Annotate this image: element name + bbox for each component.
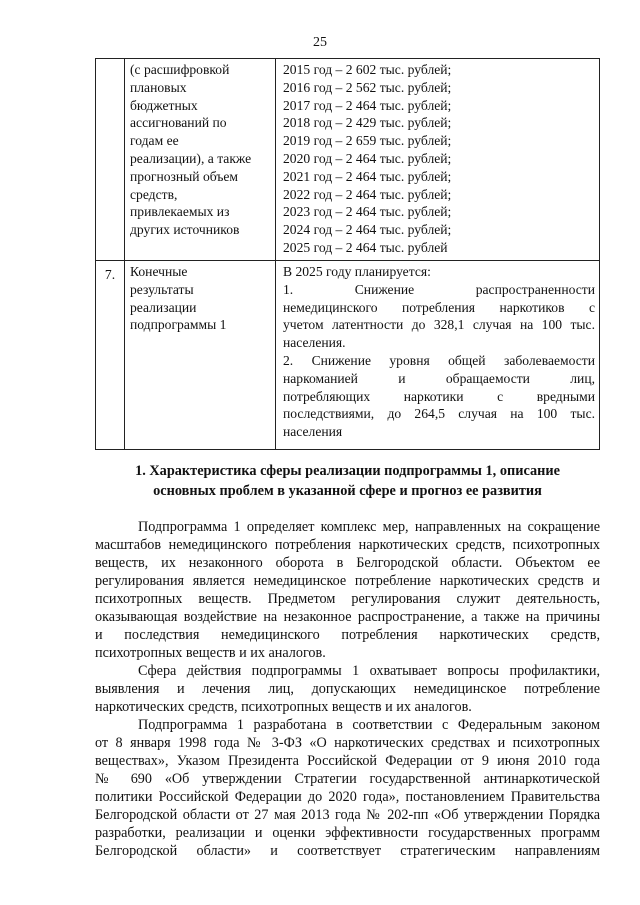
paragraph-line: выявления и лечения лиц, допускающих немедицинское потребление [95, 681, 600, 697]
section-title [95, 462, 600, 501]
row-label [125, 261, 275, 334]
paragraph-line: веществах», Указом Президента Российской Федерации от 9 июня 2010 года [95, 753, 600, 769]
label-line: результаты [130, 281, 194, 297]
paragraph-line: Подпрограмма 1 разработана в соответствии с Федеральным законом [138, 717, 600, 733]
table-row [96, 59, 600, 261]
paragraph-line: Сфера действия подпрограммы 1 охватывает вопросы профилактики, [138, 663, 600, 679]
funding-line: 2020 год – 2 464 тыс. рублей; [283, 150, 452, 166]
expected-results [276, 261, 599, 441]
result-line: потребляющих наркотики с вредными [283, 388, 595, 404]
funding-line: 2015 год – 2 602 тыс. рублей; [283, 62, 452, 77]
label-line: бюджетных [130, 97, 198, 113]
label-line: годам ее [130, 133, 179, 149]
result-line: В 2025 году планируется: [283, 264, 431, 279]
row-number: 7. [104, 267, 116, 282]
paragraph-line: политики Российской Федерации до 2020 года», постановлением Правительства [95, 789, 600, 805]
label-line: прогнозный объем [130, 168, 239, 184]
paragraph-line: и последствия немедицинского потребления наркотических средств, [95, 627, 600, 643]
paragraph-line: Подпрограмма 1 определяет комплекс мер, направленных на сокращение [138, 519, 600, 535]
label-line: ассигнований по [130, 115, 227, 131]
row-label [125, 59, 275, 239]
paragraph-line: веществ, их незаконного оборота в Белгородской области. Объектом ее [95, 555, 600, 571]
funding-by-year [276, 59, 599, 257]
row-number [96, 59, 124, 65]
funding-line: 2016 год – 2 562 тыс. рублей; [283, 79, 452, 95]
row-value-cell [276, 261, 600, 450]
paragraph-line: регулирования является немедицинское потребление наркотических средств и [95, 573, 600, 589]
funding-line: 2022 год – 2 464 тыс. рублей; [283, 186, 452, 202]
paragraph-line: № 690 «Об утверждении Стратегии государственной антинаркотической [95, 771, 600, 787]
paragraph-line: оказывающая воздействие на незаконное распространение, а также на причины [95, 609, 600, 625]
funding-line: 2017 год – 2 464 тыс. рублей; [283, 97, 452, 113]
result-line: наркоманией и обращаемости лиц, [283, 370, 595, 386]
result-line: последствиями, до 264,5 случая на 100 тыс. [283, 406, 595, 422]
label-line: Конечные [130, 264, 188, 279]
paragraph-line: разработки, реализации и оценки эффективности государственных программ [95, 825, 600, 841]
paragraph-line: масштабов немедицинского потребления наркотических средств, психотропных [95, 537, 600, 553]
section-title-line: 1. Характеристика сферы реализации подпрограммы 1, описание [135, 463, 560, 479]
page-number: 25 [313, 35, 327, 50]
label-line: реализации), а также [130, 150, 252, 166]
funding-line: 2025 год – 2 464 тыс. рублей [283, 239, 448, 255]
row-number-cell [96, 59, 125, 261]
body-text [95, 518, 600, 860]
label-line: средств, [130, 186, 178, 202]
label-line: (с расшифровкой [130, 62, 230, 77]
table-row [96, 261, 600, 450]
label-line: подпрограммы 1 [130, 317, 227, 333]
result-line: населения. [283, 335, 346, 351]
label-line: плановых [130, 79, 187, 95]
row-value-cell [276, 59, 600, 261]
row-label-cell [125, 261, 276, 450]
result-line: учетом латентности до 328,1 случая на 100 тыс. [283, 317, 595, 333]
funding-line: 2021 год – 2 464 тыс. рублей; [283, 168, 452, 184]
result-line: немедицинского потребления наркотиков с [283, 299, 595, 315]
result-line: 1. Снижение распространенности [283, 281, 595, 297]
result-line: 2. Снижение уровня общей заболеваемости [283, 352, 595, 368]
passport-table [95, 58, 600, 450]
label-line: привлекаемых из [130, 204, 230, 220]
label-line: других источников [130, 222, 240, 238]
funding-line: 2019 год – 2 659 тыс. рублей; [283, 133, 452, 149]
row-label-cell [125, 59, 276, 261]
paragraph-line: Белгородской области от 27 мая 2013 года № 202-пп «Об утверждении Порядка [95, 807, 600, 823]
row-number-cell [96, 261, 125, 450]
paragraph-line: психотропных веществ. Предметом регулирования служит деятельность, [95, 591, 600, 607]
paragraph-line: от 8 января 1998 года № 3-ФЗ «О наркотических средствах и психотропных [95, 735, 600, 751]
funding-line: 2023 год – 2 464 тыс. рублей; [283, 204, 452, 220]
section-title-line: основных проблем в указанной сфере и прогноз ее развития [153, 482, 542, 499]
paragraph-line: психотропных веществ и их аналогов. [95, 645, 326, 661]
paragraph-line: наркотических средств, психотропных веществ и их аналогов. [95, 699, 472, 715]
label-line: реализации [130, 299, 197, 315]
funding-line: 2024 год – 2 464 тыс. рублей; [283, 222, 452, 238]
result-line: населения [283, 424, 343, 440]
paragraph-line: Белгородской области» и соответствует стратегическим направлениям [95, 843, 600, 859]
funding-line: 2018 год – 2 429 тыс. рублей; [283, 115, 452, 131]
